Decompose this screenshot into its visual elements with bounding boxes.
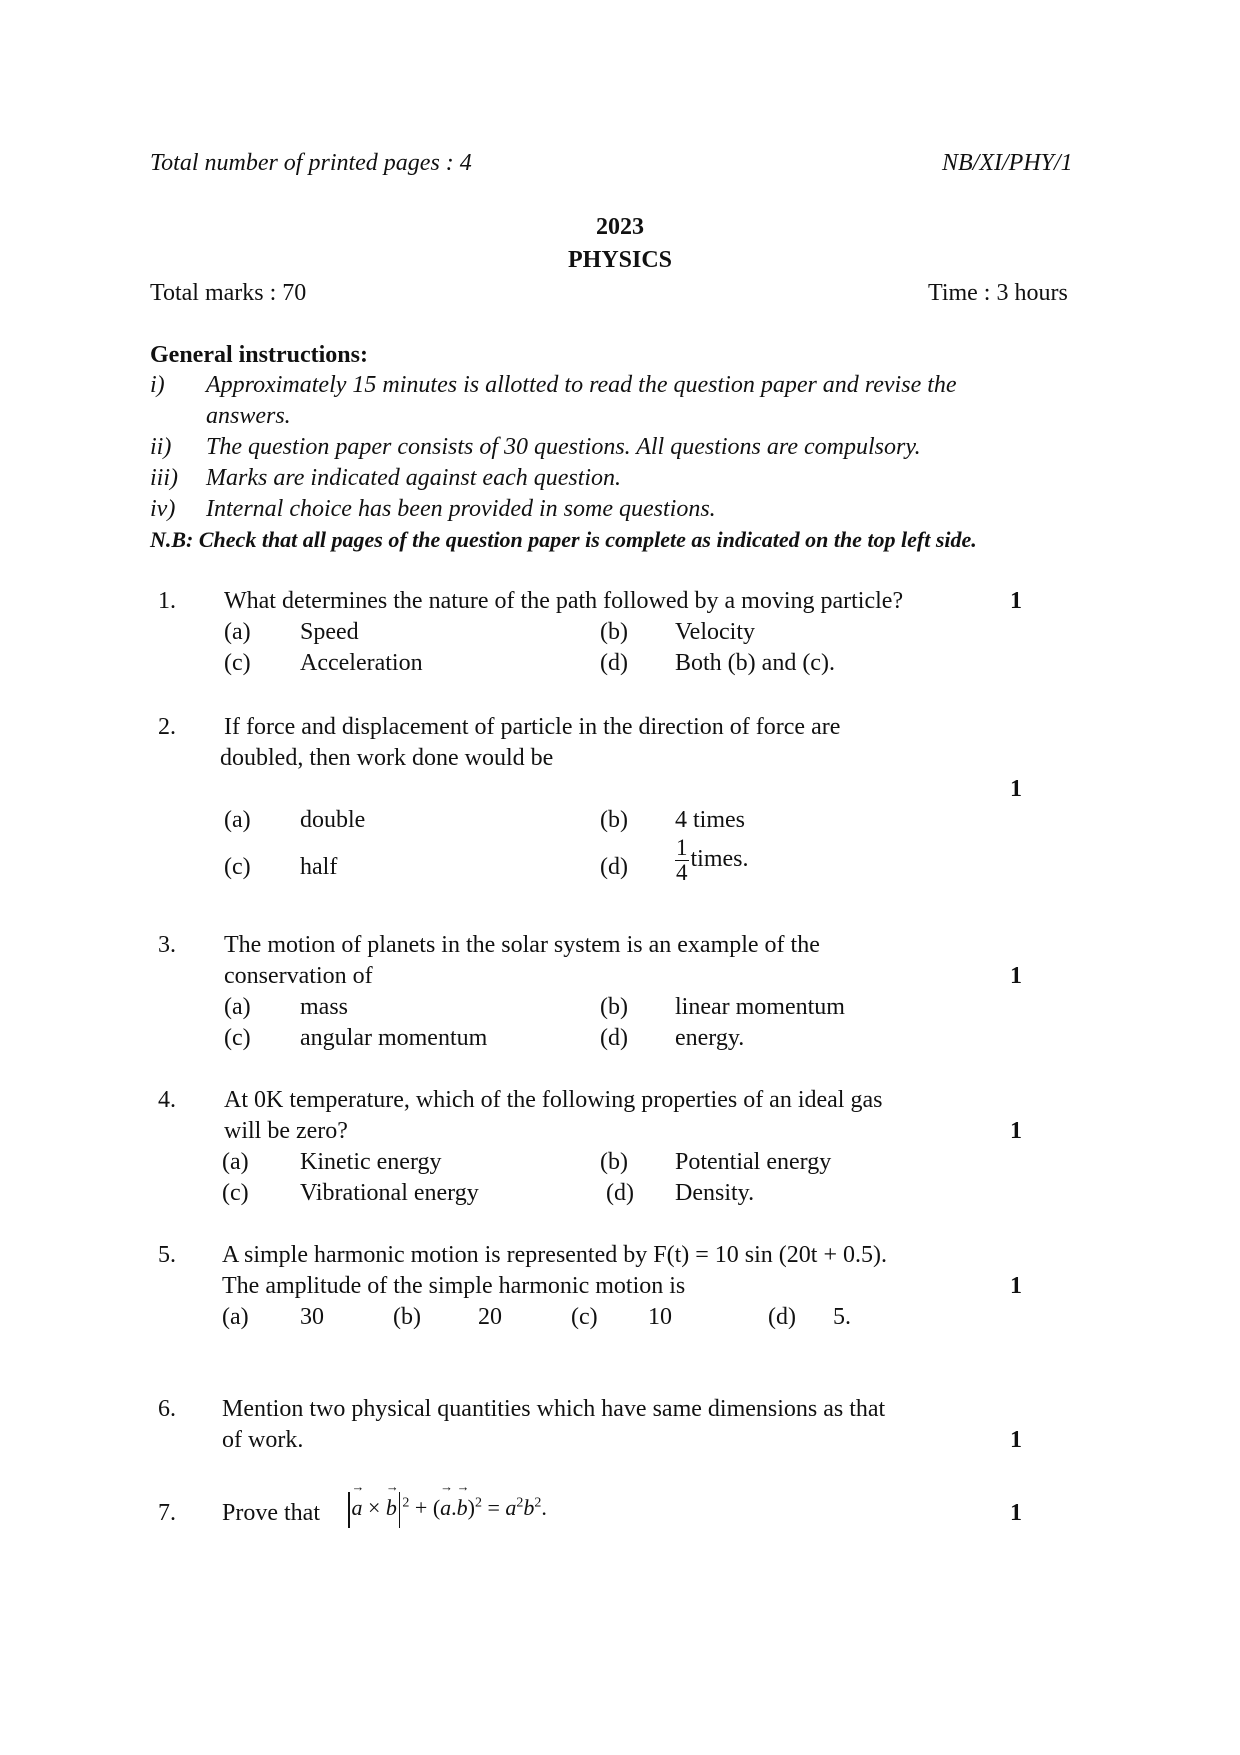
option-label: (c) bbox=[222, 1180, 249, 1206]
question-marks: 1 bbox=[1010, 1118, 1022, 1144]
question-marks: 1 bbox=[1010, 963, 1022, 989]
option-text: 5. bbox=[833, 1304, 851, 1330]
option-label: (c) bbox=[224, 650, 251, 676]
instruction-text: answers. bbox=[206, 403, 291, 429]
option-text: Potential energy bbox=[675, 1149, 832, 1175]
question-number: 7. bbox=[158, 1500, 176, 1526]
option-text: half bbox=[300, 854, 338, 880]
option-text: times. bbox=[690, 846, 749, 873]
question-number: 1. bbox=[158, 588, 176, 614]
question-marks: 1 bbox=[1010, 1500, 1022, 1526]
vector-identity-equation: → a × → b $^2$ + (→ $a.\to b)^2 = a^2b^2$. bbox=[346, 1492, 547, 1528]
option-text: Speed bbox=[300, 619, 359, 645]
option-label: (b) bbox=[600, 1149, 628, 1175]
question-text: of work. bbox=[222, 1427, 304, 1453]
option-label: (d) bbox=[600, 1025, 628, 1051]
option-label: (b) bbox=[600, 807, 628, 833]
option-text: double bbox=[300, 807, 366, 833]
option-label: (b) bbox=[600, 994, 628, 1020]
question-number: 3. bbox=[158, 932, 176, 958]
question-text: The amplitude of the simple harmonic motion is bbox=[222, 1273, 686, 1299]
question-marks: 1 bbox=[1010, 776, 1022, 802]
option-text: 10 bbox=[648, 1304, 672, 1330]
option-fraction-text bbox=[675, 836, 749, 885]
option-label: (a) bbox=[222, 1304, 249, 1330]
option-text: Density. bbox=[675, 1180, 755, 1206]
option-label: (d) bbox=[768, 1304, 796, 1330]
total-marks: Total marks : 70 bbox=[150, 280, 307, 306]
option-label: (c) bbox=[224, 854, 251, 880]
question-number: 6. bbox=[158, 1396, 176, 1422]
question-text: will be zero? bbox=[224, 1118, 348, 1144]
question-marks: 1 bbox=[1010, 1273, 1022, 1299]
instruction-text: The question paper consists of 30 questions. All questions are compulsory. bbox=[206, 434, 921, 460]
exam-year: 2023 bbox=[596, 214, 644, 240]
question-number: 4. bbox=[158, 1087, 176, 1113]
option-text: Vibrational energy bbox=[300, 1180, 479, 1206]
question-number: 5. bbox=[158, 1242, 176, 1268]
instruction-text: Marks are indicated against each question. bbox=[206, 465, 622, 491]
option-label: (a) bbox=[224, 619, 251, 645]
nb-note: N.B: Check that all pages of the question paper is complete as indicated on the top left side. bbox=[150, 527, 977, 552]
option-label: (a) bbox=[222, 1149, 249, 1175]
option-label: (b) bbox=[393, 1304, 421, 1330]
question-text: If force and displacement of particle in the direction of force are bbox=[224, 714, 841, 740]
option-text: angular momentum bbox=[300, 1025, 488, 1051]
option-label: (d) bbox=[606, 1180, 634, 1206]
question-text: A simple harmonic motion is represented by F(t) = 10 sin (20t + 0.5). bbox=[222, 1242, 887, 1268]
option-label: (a) bbox=[224, 994, 251, 1020]
paper-code: NB/XI/PHY/1 bbox=[942, 150, 1073, 176]
option-text: 20 bbox=[478, 1304, 502, 1330]
instruction-num: iii) bbox=[150, 465, 178, 491]
question-text: What determines the nature of the path followed by a moving particle? bbox=[224, 588, 904, 614]
question-text: At 0K temperature, which of the following properties of an ideal gas bbox=[224, 1087, 883, 1113]
option-label: (d) bbox=[600, 854, 628, 880]
fraction-denominator: 4 bbox=[676, 860, 688, 886]
instruction-text: Internal choice has been provided in some questions. bbox=[206, 496, 716, 522]
question-text: The motion of planets in the solar system is an example of the bbox=[224, 932, 820, 958]
option-label: (a) bbox=[224, 807, 251, 833]
question-marks: 1 bbox=[1010, 588, 1022, 614]
option-text: Kinetic energy bbox=[300, 1149, 442, 1175]
option-text: energy. bbox=[675, 1025, 745, 1051]
fraction bbox=[675, 836, 689, 885]
option-text: Velocity bbox=[675, 619, 755, 645]
question-number: 2. bbox=[158, 714, 176, 740]
instruction-text: Approximately 15 minutes is allotted to read the question paper and revise the bbox=[206, 372, 957, 398]
instruction-num: iv) bbox=[150, 496, 176, 522]
instruction-num: i) bbox=[150, 372, 165, 398]
subject-title: PHYSICS bbox=[567, 247, 673, 273]
option-text: Both (b) and (c). bbox=[675, 650, 835, 676]
option-label: (b) bbox=[600, 619, 628, 645]
question-text: doubled, then work done would be bbox=[220, 745, 554, 771]
option-label: (c) bbox=[571, 1304, 598, 1330]
instructions-heading: General instructions: bbox=[150, 342, 368, 368]
instruction-num: ii) bbox=[150, 434, 172, 460]
printed-pages-note: Total number of printed pages : 4 bbox=[150, 150, 472, 176]
time-allowed: Time : 3 hours bbox=[928, 280, 1068, 306]
question-marks: 1 bbox=[1010, 1427, 1022, 1453]
option-label: (c) bbox=[224, 1025, 251, 1051]
question-text: Mention two physical quantities which have same dimensions as that bbox=[222, 1396, 886, 1422]
fraction-numerator: 1 bbox=[676, 835, 688, 860]
option-text: mass bbox=[300, 994, 348, 1020]
option-text: 30 bbox=[300, 1304, 324, 1330]
option-text: Acceleration bbox=[300, 650, 423, 676]
option-label: (d) bbox=[600, 650, 628, 676]
question-text: conservation of bbox=[224, 963, 373, 989]
option-text: linear momentum bbox=[675, 994, 845, 1020]
option-text: 4 times bbox=[675, 807, 745, 833]
question-text: Prove that bbox=[222, 1500, 320, 1526]
